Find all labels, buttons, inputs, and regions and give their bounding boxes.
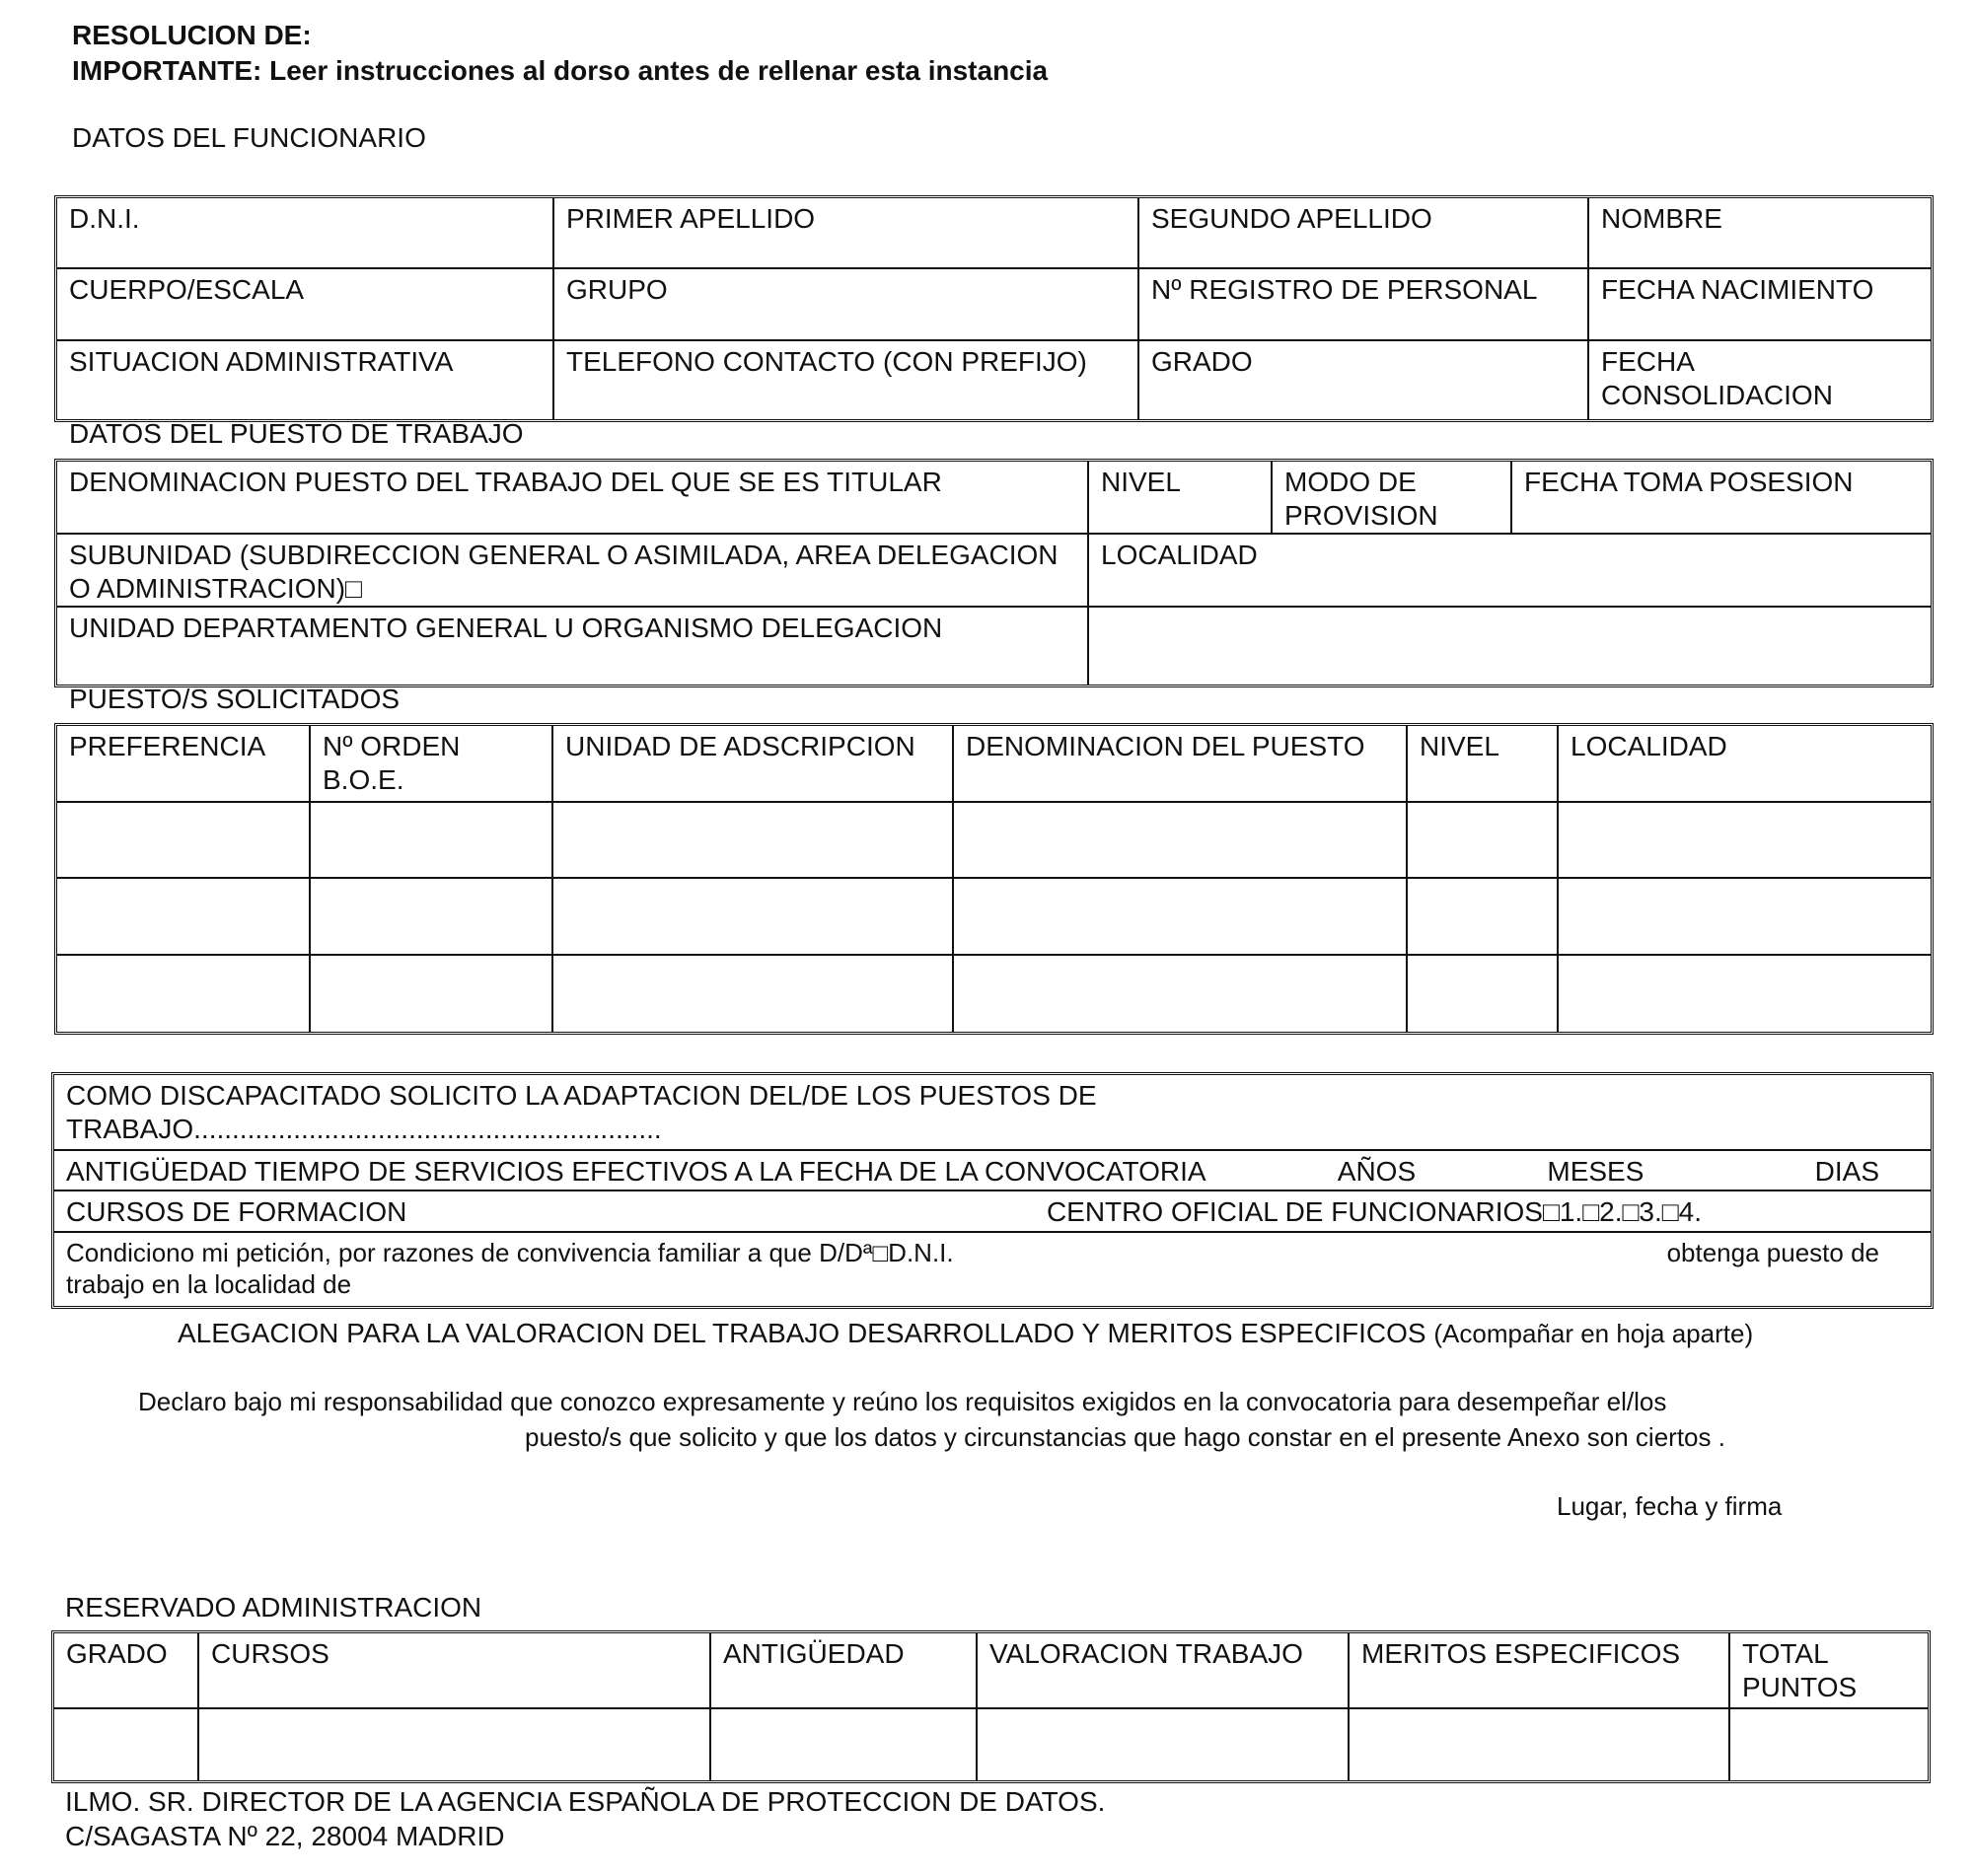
input-cell[interactable] — [1350, 1709, 1730, 1780]
input-cell[interactable] — [1408, 956, 1559, 1033]
header-valoracion-trabajo: VALORACION TRABAJO — [978, 1633, 1350, 1709]
cell-fecha-toma-posesion[interactable]: FECHA TOMA POSESION — [1512, 462, 1931, 535]
table-row — [57, 956, 1931, 1033]
alegacion-text: ALEGACION PARA LA VALORACION DEL TRABAJO DESARROLLADO Y MERITOS ESPECIFICOS — [178, 1318, 1426, 1348]
input-cell[interactable] — [954, 803, 1408, 880]
cell-nombre[interactable]: NOMBRE — [1589, 198, 1931, 269]
input-cell[interactable] — [57, 956, 311, 1033]
header-unidad-adscripcion: UNIDAD DE ADSCRIPCION — [553, 726, 954, 803]
header-localidad: LOCALIDAD — [1559, 726, 1931, 803]
declaration-line-1: Declaro bajo mi responsabilidad que conozco expresamente y reúno los requisitos exigidos en la convocatoria para desempeñar el/los — [138, 1387, 1667, 1416]
cell-segundo-apellido[interactable]: SEGUNDO APELLIDO — [1139, 198, 1589, 269]
alegacion-statement — [178, 1317, 1753, 1350]
input-cell[interactable] — [54, 1709, 199, 1780]
cell-condiciono[interactable] — [54, 1233, 1931, 1306]
trabajo-localidad-label: trabajo en la localidad de — [66, 1269, 352, 1299]
input-cell[interactable] — [311, 956, 553, 1033]
header-nivel: NIVEL — [1408, 726, 1559, 803]
input-cell[interactable] — [1559, 879, 1931, 956]
table-row — [57, 879, 1931, 956]
extra-data-table — [51, 1072, 1934, 1309]
cell-telefono-contacto[interactable]: TELEFONO CONTACTO (CON PREFIJO) — [554, 341, 1139, 419]
header-meritos-especificos: MERITOS ESPECIFICOS — [1350, 1633, 1730, 1709]
input-cell[interactable] — [199, 1709, 711, 1780]
input-cell[interactable] — [954, 879, 1408, 956]
cell-unidad-departamento[interactable]: UNIDAD DEPARTAMENTO GENERAL U ORGANISMO DELEGACION — [57, 608, 1089, 685]
dias-label: DIAS — [1814, 1156, 1879, 1187]
cell-registro-personal[interactable]: Nº REGISTRO DE PERSONAL — [1139, 269, 1589, 341]
input-cell[interactable] — [57, 803, 311, 880]
table-row — [54, 1709, 1928, 1780]
declaration-line-2: puesto/s que solicito y que los datos y circunstancias que hago constar en el presente Anexo son ciertos . — [525, 1422, 1725, 1452]
reserved-admin-table — [51, 1630, 1931, 1783]
addressee-line-1: ILMO. SR. DIRECTOR DE LA AGENCIA ESPAÑOLA DE PROTECCION DE DATOS. — [65, 1786, 1106, 1817]
input-cell[interactable] — [1408, 879, 1559, 956]
important-note: IMPORTANTE: Leer instrucciones al dorso antes de rellenar esta instancia — [72, 55, 1049, 86]
input-cell[interactable] — [553, 879, 954, 956]
addressee-line-2: C/SAGASTA Nº 22, 28004 MADRID — [65, 1821, 505, 1851]
centro-oficial-label: CENTRO OFICIAL DE FUNCIONARIOS□1.□2.□3.□4. — [1046, 1196, 1702, 1227]
cell-antiguedad[interactable] — [54, 1151, 1931, 1191]
cell-fecha-consolidacion[interactable]: FECHA CONSOLIDACION — [1601, 346, 1833, 410]
cell-situacion-administrativa[interactable]: SITUACION ADMINISTRATIVA — [57, 341, 554, 419]
resolution-heading: RESOLUCION DE: — [72, 20, 312, 50]
acompanar-text: (Acompañar en hoja aparte) — [1433, 1319, 1754, 1348]
cell-cursos-formacion[interactable] — [54, 1191, 1931, 1233]
reserved-section-title: RESERVADO ADMINISTRACION — [65, 1592, 482, 1623]
official-data-table — [54, 195, 1934, 422]
header-grado: GRADO — [54, 1633, 199, 1709]
input-cell[interactable] — [553, 803, 954, 880]
cell-dni[interactable]: D.N.I. — [57, 198, 554, 269]
header-total-puntos: TOTAL PUNTOS — [1730, 1633, 1928, 1709]
cell-unidad-value[interactable] — [1089, 608, 1931, 685]
cell-nivel[interactable]: NIVEL — [1089, 462, 1273, 535]
input-cell[interactable] — [954, 956, 1408, 1033]
cell-cuerpo-escala[interactable]: CUERPO/ESCALA — [57, 269, 554, 341]
input-cell[interactable] — [711, 1709, 978, 1780]
header-antiguedad: ANTIGÜEDAD — [711, 1633, 978, 1709]
input-cell[interactable] — [1408, 803, 1559, 880]
input-cell[interactable] — [978, 1709, 1350, 1780]
requested-section-title: PUESTO/S SOLICITADOS — [69, 684, 401, 714]
cell-subunidad[interactable]: SUBUNIDAD (SUBDIRECCION GENERAL O ASIMILADA, AREA DELEGACION O ADMINISTRACION)□ — [57, 535, 1089, 608]
antiguedad-label: ANTIGÜEDAD TIEMPO DE SERVICIOS EFECTIVOS A LA FECHA DE LA CONVOCATORIA — [66, 1156, 1206, 1187]
input-cell[interactable] — [1730, 1709, 1928, 1780]
cell-grado[interactable]: GRADO — [1139, 341, 1589, 419]
input-cell[interactable] — [553, 956, 954, 1033]
header-preferencia: PREFERENCIA — [57, 726, 311, 803]
cursos-label: CURSOS DE FORMACION — [66, 1196, 407, 1227]
cell-primer-apellido[interactable]: PRIMER APELLIDO — [554, 198, 1139, 269]
obtenga-label: obtenga puesto de — [1666, 1238, 1879, 1267]
header-orden-boe: Nº ORDEN B.O.E. — [311, 726, 553, 803]
job-section-title: DATOS DEL PUESTO DE TRABAJO — [69, 418, 524, 449]
cell-fecha-nacimiento[interactable]: FECHA NACIMIENTO — [1589, 269, 1931, 341]
meses-label: MESES — [1547, 1156, 1644, 1187]
cell-modo-provision[interactable]: MODO DE PROVISION — [1273, 462, 1512, 535]
input-cell[interactable] — [1559, 803, 1931, 880]
official-section-title: DATOS DEL FUNCIONARIO — [72, 122, 426, 153]
anos-label: AÑOS — [1337, 1156, 1417, 1187]
job-data-table — [54, 459, 1934, 687]
table-row — [57, 803, 1931, 880]
requested-positions-table — [54, 723, 1934, 1035]
signature-label: Lugar, fecha y firma — [1557, 1491, 1783, 1521]
cell-disability-request[interactable]: COMO DISCAPACITADO SOLICITO LA ADAPTACION DEL/DE LOS PUESTOS DE TRABAJO............................................................. — [54, 1075, 1931, 1151]
cell-grupo[interactable]: GRUPO — [554, 269, 1139, 341]
input-cell[interactable] — [57, 879, 311, 956]
input-cell[interactable] — [311, 879, 553, 956]
header-cursos: CURSOS — [199, 1633, 711, 1709]
cell-localidad[interactable]: LOCALIDAD — [1089, 535, 1931, 608]
condiciono-label: Condiciono mi petición, por razones de convivencia familiar a que D/Dª□D.N.I. — [66, 1238, 954, 1267]
input-cell[interactable] — [311, 803, 553, 880]
header-denominacion-puesto: DENOMINACION DEL PUESTO — [954, 726, 1408, 803]
cell-denominacion-puesto[interactable]: DENOMINACION PUESTO DEL TRABAJO DEL QUE SE ES TITULAR — [57, 462, 1089, 535]
input-cell[interactable] — [1559, 956, 1931, 1033]
